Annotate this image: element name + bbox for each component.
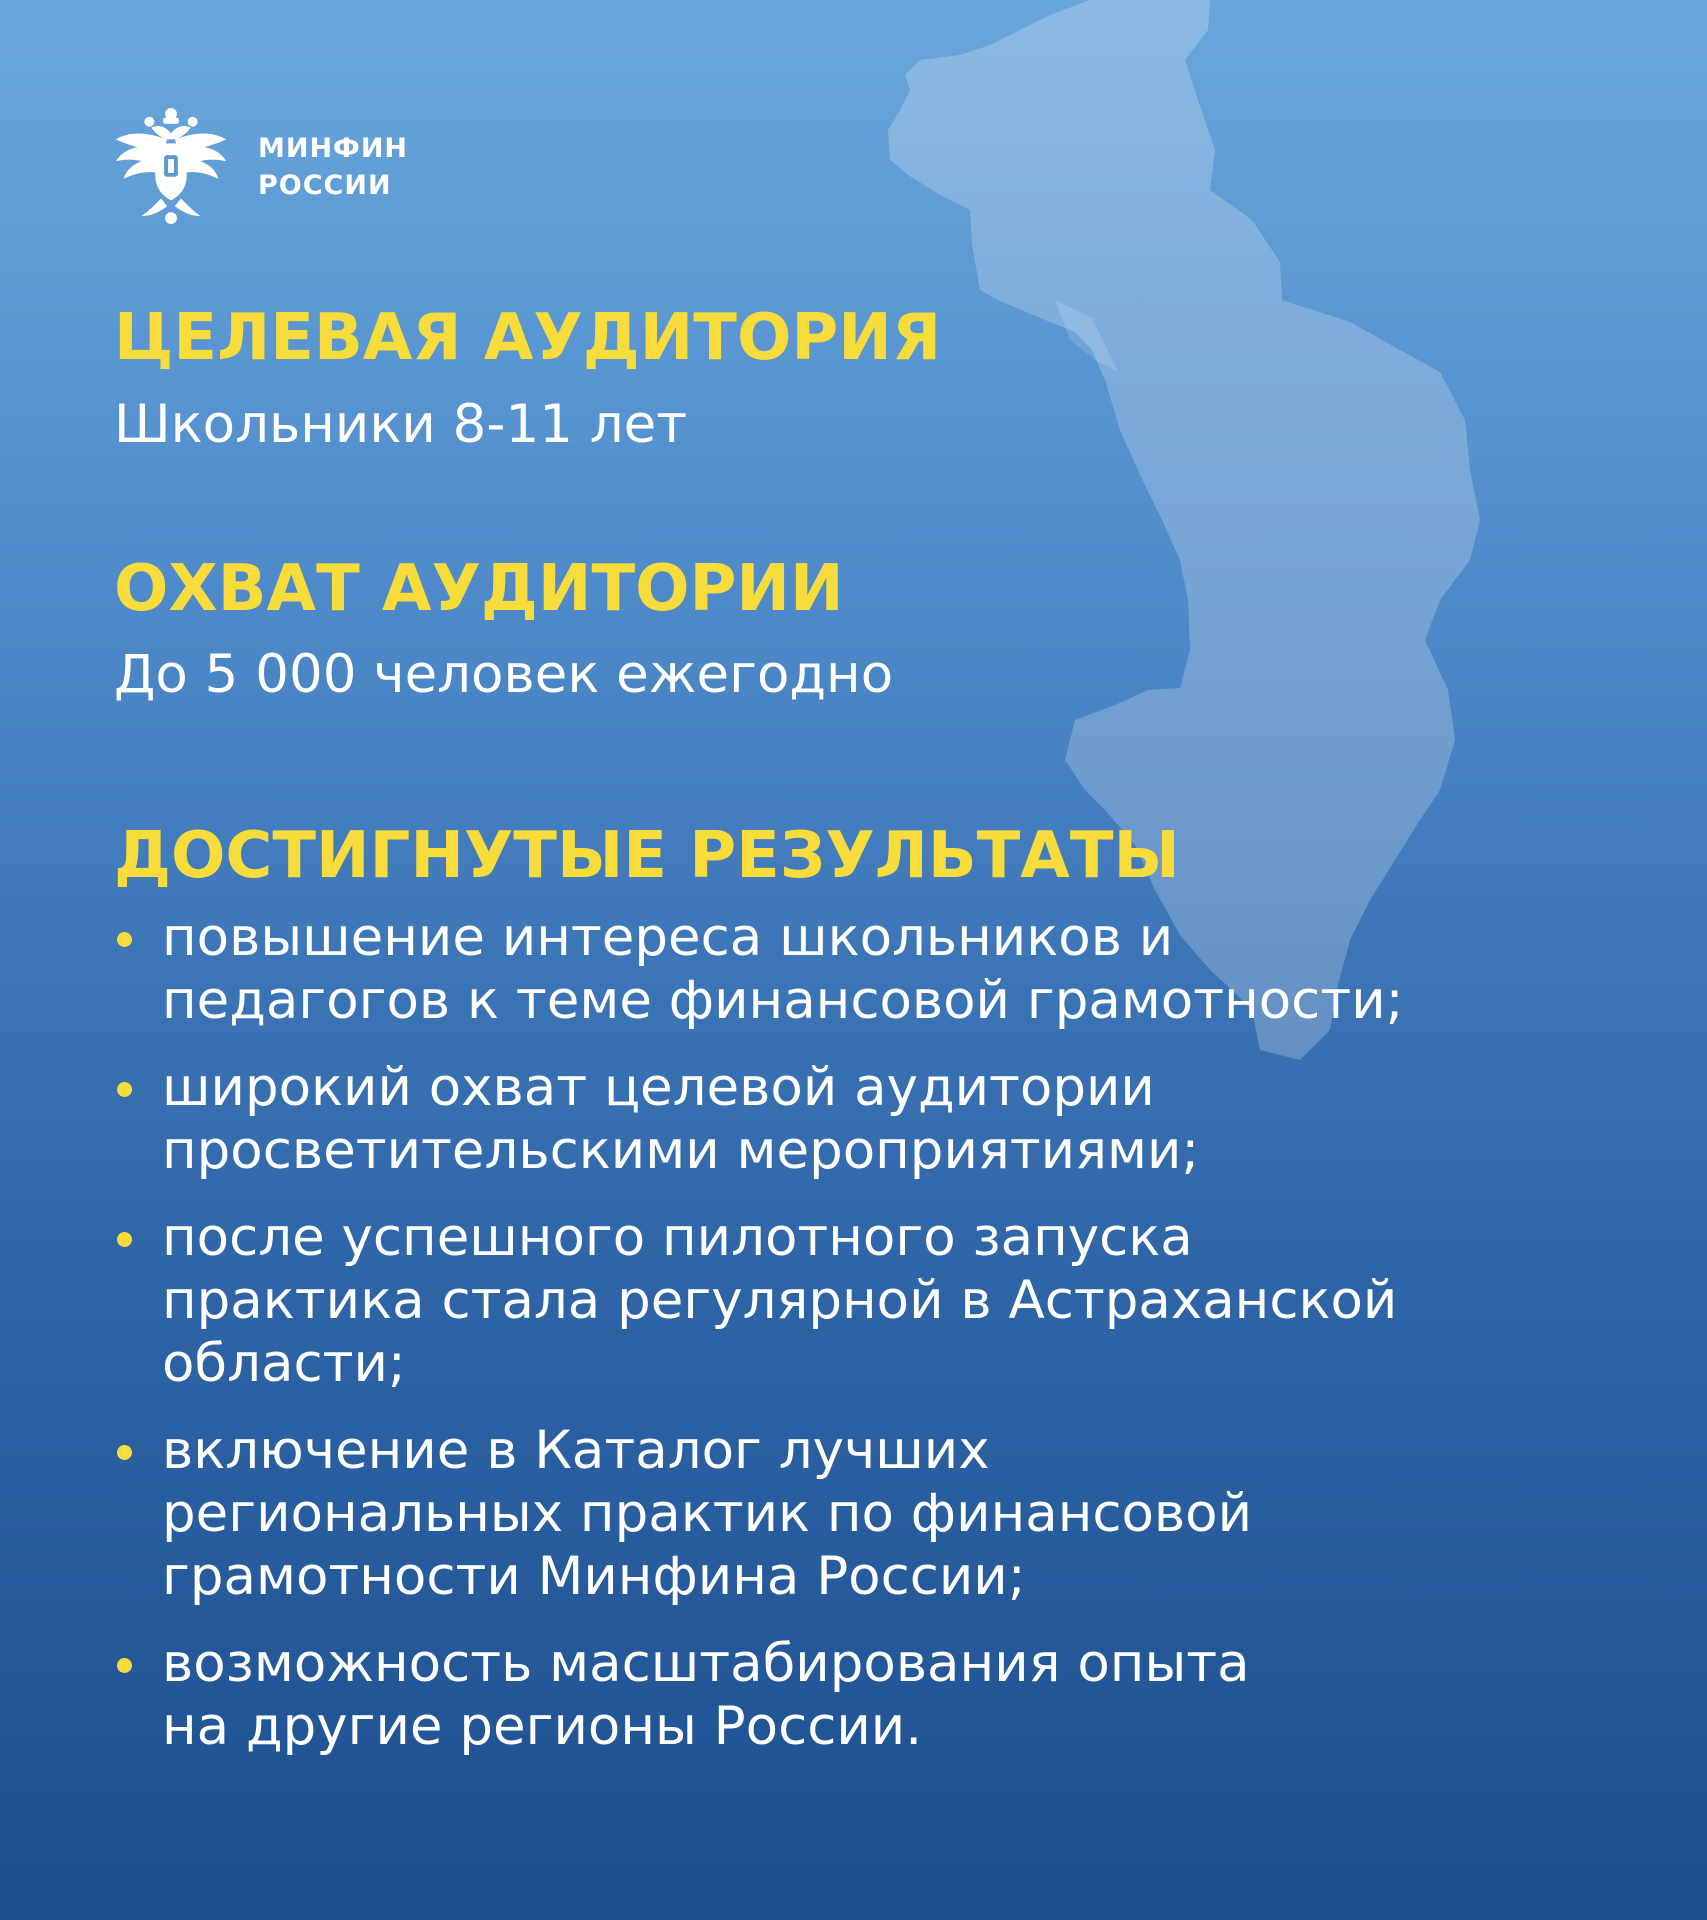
results-heading: ДОСТИГНУТЫЕ РЕЗУЛЬТАТЫ	[114, 819, 1180, 893]
ministry-logo-text	[258, 130, 408, 204]
list-item-text: повышение интереса школьников и педагогов к теме финансовой грамотности;	[162, 907, 1404, 1031]
target-audience-text: Школьники 8-11 лет	[114, 394, 688, 455]
list-item-text: возможность масштабирования опыта на другие регионы России.	[162, 1633, 1250, 1757]
bullet-dot-icon	[117, 1658, 132, 1673]
logo-text-line2: РОССИИ	[258, 170, 392, 201]
double-headed-eagle-emblem-icon	[112, 104, 230, 226]
list-item	[114, 1419, 1674, 1608]
bullet-dot-icon	[117, 1445, 132, 1460]
map-region-shape	[888, 0, 1480, 1060]
list-item	[114, 1056, 1674, 1182]
list-item	[114, 1632, 1674, 1758]
audience-reach-heading: ОХВАТ АУДИТОРИИ	[114, 552, 844, 626]
logo-text-line1: МИНФИН	[258, 133, 409, 164]
list-item	[114, 1206, 1674, 1395]
bullet-dot-icon	[117, 1232, 132, 1247]
results-list	[114, 906, 1674, 1782]
list-item-text: включение в Каталог лучших региональных практик по финансовой грамотности Минфина России;	[162, 1420, 1253, 1607]
list-item	[114, 906, 1674, 1032]
list-item-text: широкий охват целевой аудитории просветительскими мероприятиями;	[162, 1057, 1200, 1181]
list-item-text: после успешного пилотного запуска практика стала регулярной в Астраханской области;	[162, 1207, 1398, 1394]
audience-reach-text: До 5 000 человек ежегодно	[114, 644, 894, 705]
target-audience-heading: ЦЕЛЕВАЯ АУДИТОРИЯ	[114, 301, 942, 375]
bullet-dot-icon	[117, 1082, 132, 1097]
bullet-dot-icon	[117, 932, 132, 947]
